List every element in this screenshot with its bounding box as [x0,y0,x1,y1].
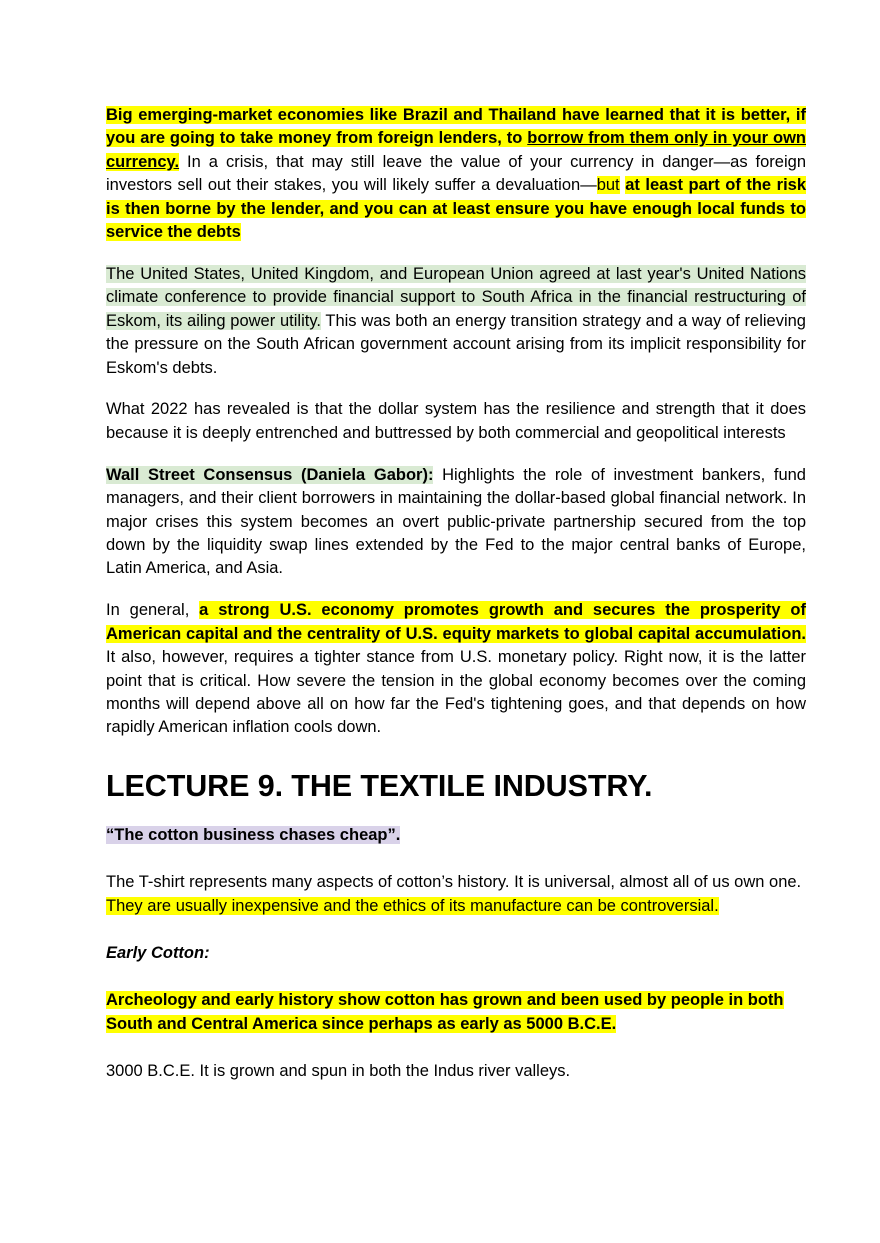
lecture-quote [106,824,806,847]
plain-text: This was both an energy transition strategy and a way of relieving the pressure on the South African government account arising from its implicit responsibility for Eskom's debts. [106,311,806,377]
document-page [106,104,806,1084]
paragraph-eskom [106,263,806,380]
highlighted-bold-text: at least part of the risk is then borne by the lender, and you can at least ensure you have enough local funds to service the debts [106,176,807,242]
highlighted-bold-text: a strong U.S. economy promotes growth and secures the prosperity of American capital and the centrality of U.S. equity markets to global capital accumulation. [106,601,806,643]
highlighted-bold-text: Big emerging-market economies like Brazil and Thailand have learned that it is better, if you are going to take money from foreign lenders, to [106,106,806,148]
plain-text: What 2022 has revealed is that the dollar system has the resilience and strength that it does because it is deeply entrenched and buttressed by both commercial and geopolitical interests [106,400,806,442]
bold-italic-text: Early Cotton: [106,943,210,962]
paragraph-dollar-system [106,398,806,445]
plain-text: It also, however, requires a tighter stance from U.S. monetary policy. Right now, it is the latter point that is critical. How severe the tension in the global economy becomes over the coming months will depend above all on how far the Fed's tightening goes, and that depends on how rapidly American inflation cools down. [106,648,806,737]
highlighted-bold-text: Archeology and early history show cotton has grown and been used by people in both South and Central America since perhaps as early as 5000 B.C.E. [106,991,784,1033]
lecture-heading: LECTURE 9. THE TEXTILE INDUSTRY. [106,768,653,803]
plain-text: Highlights the role of investment bankers, fund managers, and their client borrowers in maintaining the dollar-based global financial network. In major crises this system becomes an overt public-private partnership secured from the top down by the liquidity swap lines extended by the Fed to the major central banks of Europe, Latin America, and Asia. [106,465,806,578]
purple-highlighted-bold-text: “The cotton business chases cheap”. [106,825,401,844]
plain-text: In general, [106,601,200,620]
paragraph-wall-street-consensus [106,464,806,581]
plain-text: In a crisis, that may still leave the value of your currency in danger—as foreign investors sell out their stakes, you will likely suffer a devaluation— [106,152,806,195]
underlined-bold-text: borrow from them only in your own currency. [106,129,806,171]
highlighted-text: but [596,176,620,195]
paragraph-indus [106,1060,806,1083]
green-highlighted-bold-text: Wall Street Consensus (Daniela Gabor): [106,465,434,484]
highlighted-text: They are usually inexpensive and the ethics of its manufacture can be controversial. [106,896,719,915]
paragraph-t-shirt [106,871,806,918]
plain-text: 3000 B.C.E. It is grown and spun in both the Indus river valleys. [106,1062,571,1081]
paragraph-us-economy [106,599,806,739]
paragraph-archeology [106,989,806,1036]
paragraph-emerging-markets [106,104,806,244]
plain-text: The T-shirt represents many aspects of cotton’s history. It is universal, almost all of us own one. [106,873,802,892]
green-highlighted-text: The United States, United Kingdom, and European Union agreed at last year's United Nations climate conference to provide financial support to South Africa in the financial restructuring of Eskom, its ailing power utility. [106,264,806,330]
early-cotton-subheading [106,942,806,965]
